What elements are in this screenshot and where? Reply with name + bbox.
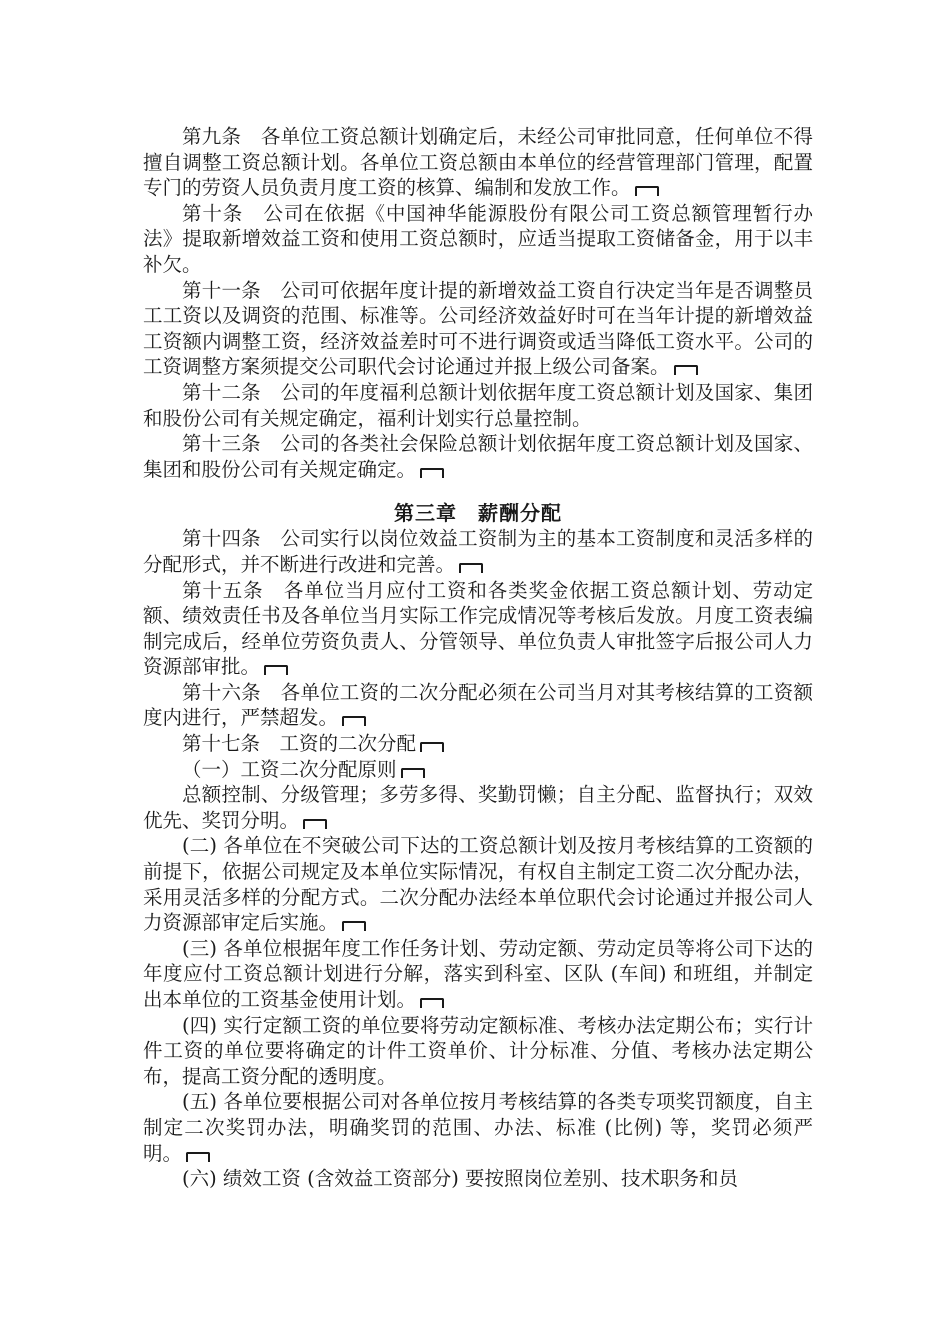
- paragraph-mark-icon: [342, 716, 366, 726]
- paragraph: [143, 526, 813, 577]
- paragraph-text: (五) 各单位要根据公司对各单位按月考核结算的各类专项奖罚额度，自主制定二次奖罚办法，明确奖罚的范围、办法、标准 (比例) 等，奖罚必须严明。: [143, 1090, 813, 1165]
- paragraph: [143, 278, 813, 380]
- paragraph-mark-icon: [420, 468, 444, 478]
- paragraph: [143, 380, 813, 431]
- paragraph-text: （一）工资二次分配原则: [182, 757, 397, 781]
- chapter-heading: 第三章 薪酬分配: [394, 501, 562, 526]
- paragraph: [143, 578, 813, 680]
- paragraph: [143, 124, 813, 201]
- paragraph-text: (四) 实行定额工资的单位要将劳动定额标准、考核办法定期公布；实行计件工资的单位要将确定的计件工资单价、计分标准、分值、考核办法定期公布，提高工资分配的透明度。: [143, 1013, 813, 1088]
- paragraph-mark-icon: [401, 768, 425, 778]
- paragraph-mark-icon: [420, 742, 444, 752]
- paragraph-mark-icon: [635, 186, 659, 196]
- paragraph-mark-icon: [264, 665, 288, 675]
- paragraph-text: (二) 各单位在不突破公司下达的工资总额计划及按月考核结算的工资额的前提下，依据公司规定及本单位实际情况，有权自主制定工资二次分配办法，采用灵活多样的分配方式。二次分配办法经本单位职代会讨论通过并报公司人力资源部审定后实施。: [143, 834, 813, 935]
- paragraph-text: 总额控制、分级管理；多劳多得、奖勤罚懒；自主分配、监督执行；双效优先、奖罚分明。: [143, 783, 813, 832]
- paragraph-mark-icon: [459, 563, 483, 573]
- paragraph-mark-icon: [674, 365, 698, 375]
- paragraph: [143, 757, 813, 783]
- paragraph-text: 第十条 公司在依据《中国神华能源股份有限公司工资总额管理暂行办法》提取新增效益工资和使用工资总额时，应适当提取工资储备金，用于以丰补欠。: [143, 201, 813, 276]
- paragraph: [143, 1013, 813, 1090]
- article-list-chapter-three: [143, 526, 813, 1191]
- article-list-chapter-two: [143, 124, 813, 482]
- document-page: [143, 124, 813, 1192]
- paragraph-text: 第十五条 各单位当月应付工资和各类奖金依据工资总额计划、劳动定额、绩效责任书及各单位当月实际工作完成情况等考核后发放。月度工资表编制完成后，经单位劳资负责人、分管领导、单位负责人审批签字后报公司人力资源部审批。: [143, 578, 813, 679]
- paragraph: [143, 201, 813, 278]
- paragraph: [143, 1089, 813, 1166]
- paragraph-text: 第十三条 公司的各类社会保险总额计划依据年度工资总额计划及国家、集团和股份公司有关规定确定。: [143, 432, 813, 481]
- paragraph-text: 第十七条 工资的二次分配: [182, 732, 417, 756]
- paragraph-mark-icon: [186, 1152, 210, 1162]
- paragraph: [143, 680, 813, 731]
- paragraph-mark-icon: [342, 921, 366, 931]
- paragraph-text: (三) 各单位根据年度工作任务计划、劳动定额、劳动定员等将公司下达的年度应付工资总额计划进行分解，落实到科室、区队 (车间) 和班组，并制定出本单位的工资基金使用计划。: [143, 936, 813, 1011]
- paragraph: [143, 1166, 813, 1192]
- paragraph-text: 第十六条 各单位工资的二次分配必须在公司当月对其考核结算的工资额度内进行，严禁超发。: [143, 680, 813, 730]
- paragraph-text: 第十二条 公司的年度福利总额计划依据年度工资总额计划及国家、集团和股份公司有关规定确定，福利计划实行总量控制。: [143, 380, 813, 430]
- paragraph-text: 第九条 各单位工资总额计划确定后，未经公司审批同意，任何单位不得擅自调整工资总额计划。各单位工资总额由本单位的经营管理部门管理，配置专门的劳资人员负责月度工资的核算、编制和发放工作。: [143, 125, 813, 200]
- paragraph: [143, 431, 813, 482]
- paragraph: [143, 833, 813, 935]
- paragraph-text: 第十一条 公司可依据年度计提的新增效益工资自行决定当年是否调整员工工资以及调资的范围、标准等。公司经济效益好时可在当年计提的新增效益工资额内调整工资，经济效益差时可不进行调资或适当降低工资水平。公司的工资调整方案须提交公司职代会讨论通过并报上级公司备案。: [143, 278, 813, 379]
- paragraph-mark-icon: [303, 819, 327, 829]
- paragraph: [143, 936, 813, 1013]
- paragraph: [143, 731, 813, 757]
- paragraph-text: (六) 绩效工资 (含效益工资部分) 要按照岗位差别、技术职务和员: [182, 1167, 739, 1191]
- paragraph: [143, 782, 813, 833]
- paragraph-mark-icon: [420, 998, 444, 1008]
- paragraph-text: 第十四条 公司实行以岗位效益工资制为主的基本工资制度和灵活多样的分配形式，并不断进行改进和完善。: [143, 527, 813, 576]
